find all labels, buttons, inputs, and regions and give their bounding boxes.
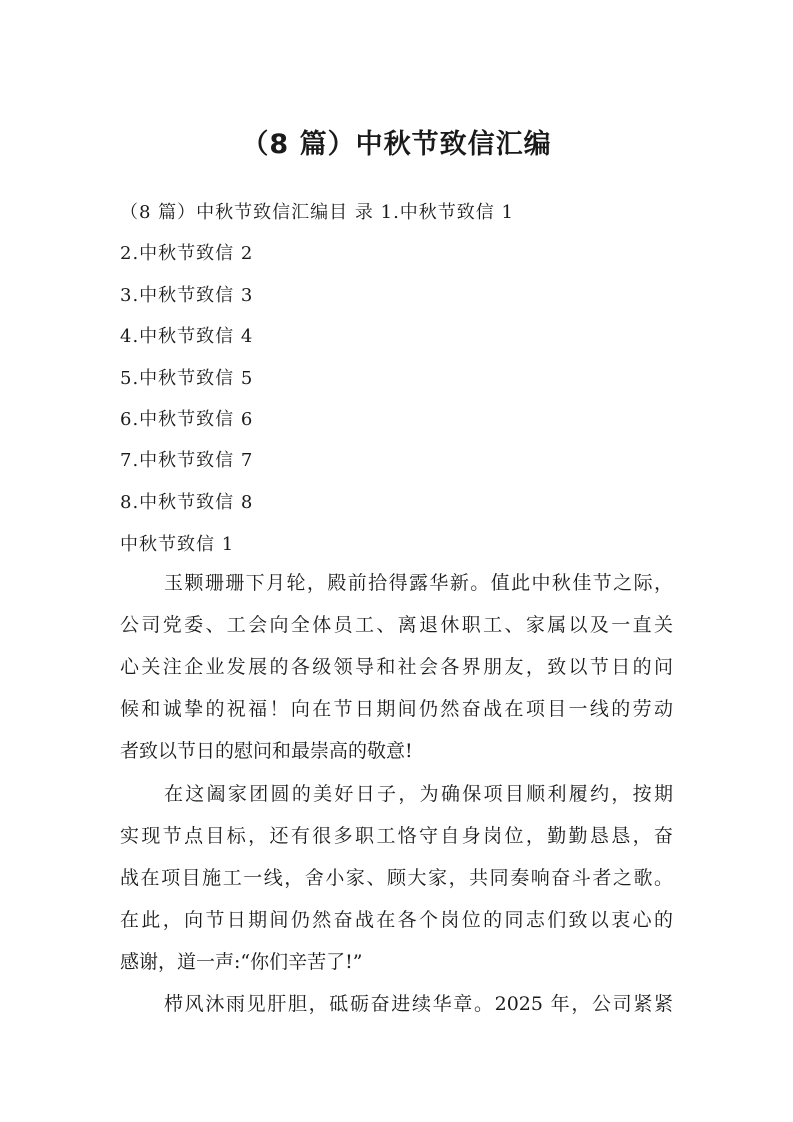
- paragraph-line: 栉风沐雨见肝胆，砥砺奋进续华章。2025 年，公司紧紧: [164, 993, 673, 1015]
- paragraph-line: 者致以节日的慰问和最崇高的敬意!: [120, 740, 413, 762]
- toc-item: 7.中秋节致信 7: [120, 450, 254, 471]
- paragraph-line: 在这阖家团圆的美好日子，为确保项目顺利履约，按期: [164, 783, 673, 805]
- paragraph-line: 实现节点目标，还有很多职工恪守自身岗位，勤勤恳恳，奋: [120, 825, 673, 847]
- toc-item: 3.中秋节致信 3: [120, 285, 254, 306]
- paragraph-line: 候和诚挚的祝福！向在节日期间仍然奋战在项目一线的劳动: [120, 698, 673, 720]
- toc-item: 4.中秋节致信 4: [120, 326, 254, 347]
- toc-item: 2.中秋节致信 2: [120, 243, 254, 264]
- paragraph-line: 公司党委、工会向全体员工、离退休职工、家属以及一直关: [120, 614, 673, 636]
- toc-item: 5.中秋节致信 5: [120, 368, 254, 389]
- section-heading: 中秋节致信 1: [120, 534, 235, 555]
- paragraph-line: 在此，向节日期间仍然奋战在各个岗位的同志们致以衷心的: [120, 909, 673, 931]
- toc-item: 6.中秋节致信 6: [120, 409, 254, 430]
- document-title: （8 篇）中秋节致信汇编: [241, 129, 552, 160]
- paragraph-line: 感谢，道一声:“你们辛苦了!”: [120, 951, 363, 973]
- paragraph-line: 玉颗珊珊下月轮，殿前拾得露华新。值此中秋佳节之际，: [164, 572, 673, 594]
- toc-header: （8 篇）中秋节致信汇编目 录 1.中秋节致信 1: [120, 202, 514, 223]
- toc-item: 8.中秋节致信 8: [120, 492, 254, 513]
- paragraph-line: 心关注企业发展的各级领导和社会各界朋友，致以节日的问: [120, 656, 673, 678]
- paragraph-line: 战在项目施工一线，舍小家、顾大家，共同奏响奋斗者之歌。: [120, 867, 673, 889]
